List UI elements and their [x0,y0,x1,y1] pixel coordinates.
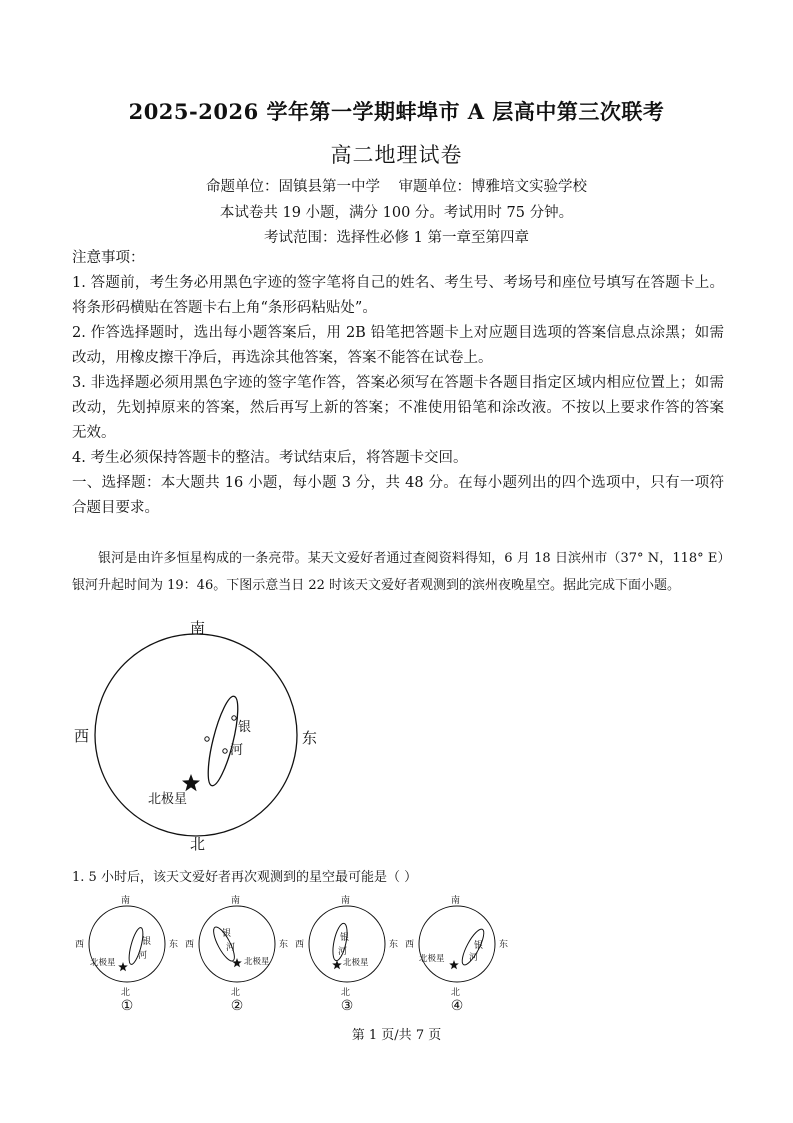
svg-text:西: 西 [75,940,85,950]
option-2 [182,892,292,1017]
instructions [72,246,724,521]
option-3-diagram [292,892,402,997]
svg-text:南: 南 [451,896,461,906]
option-4-number: ④ [450,998,464,1014]
option-3-number: ③ [340,998,354,1014]
diagram-north-label: 北 [190,835,206,853]
exam-scope: 考试范围：选择性必修 1 第一章至第四章 [264,230,529,246]
svg-text:南: 南 [121,896,131,906]
svg-text:西: 西 [185,940,195,950]
svg-text:南: 南 [231,896,241,906]
diagram-west-label: 西 [74,727,90,745]
svg-text:北: 北 [451,988,461,997]
svg-text:北: 北 [121,988,131,997]
svg-text:北极星: 北极星 [343,958,369,968]
polaris-star-icon [182,774,200,791]
svg-text:河: 河 [469,953,479,963]
note-item-3: 3. 非选择题必须用黑色字迹的签字笔作答，答案必须写在答题卡各题目指定区域内相应位置上；如需改动，先划掉原来的答案，然后再写上新的答案；不准使用铅笔和涂改液。不按以上要求作答的答案无效。 [72,375,724,441]
svg-text:银: 银 [222,929,232,939]
option-4-diagram [402,892,512,997]
svg-text:东: 东 [499,940,509,950]
option-3 [292,892,402,1017]
note-item-2: 2. 作答选择题时，选出每小题答案后，用 2B 铅笔把答题卡上对应题目选项的答案信息点涂黑；如需改动，用橡皮擦干净后，再选涂其他答案，答案不能答在试卷上。 [72,325,724,366]
svg-text:北: 北 [341,988,351,997]
passage: 银河是由许多恒星构成的一条亮带。某天文爱好者通过查阅资料得知，6 月 18 日滨州市（37° N，118° E）银河升起时间为 19：46。下图示意当日 22 时该天文爱好者观测到的滨州夜晚星空。据此完成下面小题。 [72,551,724,593]
option-2-diagram [182,892,292,997]
svg-text:北极星: 北极星 [244,957,270,967]
svg-text:北极星: 北极星 [419,954,445,964]
exam-subtitle: 高二地理试卷 [330,143,463,167]
svg-text:银: 银 [474,941,484,951]
note-item-1: 1. 答题前，考生务必用黑色字迹的签字笔将自己的姓名、考生号、考场号和座位号填写在答题卡上。将条形码横贴在答题卡右上角“条形码粘贴处”。 [72,275,724,316]
star-dot [205,737,209,741]
polaris-star-icon [332,960,342,969]
option-1-diagram [72,892,182,997]
exam-info: 本试卷共 19 小题，满分 100 分。考试用时 75 分钟。 [219,205,574,221]
note-item-4: 4. 考生必须保持答题卡的整洁。考试结束后，将答题卡交回。 [72,450,468,466]
svg-text:南: 南 [341,896,351,906]
svg-text:银: 银 [340,933,350,943]
svg-text:东: 东 [389,940,399,950]
exam-units: 命题单位：固镇县第一中学 审题单位：博雅培文实验学校 [206,179,587,195]
night-sky-diagram [68,615,328,855]
svg-text:东: 东 [169,940,179,950]
section-heading: 一、选择题：本大题共 16 小题，每小题 3 分，共 48 分。在每小题列出的四个选项中，只有一项符合题目要求。 [72,475,724,516]
polaris-star-icon [449,960,459,969]
option-2-number: ② [230,998,244,1014]
star-dot [232,716,236,720]
svg-text:河: 河 [338,947,348,957]
milky-way-label-1: 银 [238,720,252,735]
exam-title: 2025-2026 学年第一学期蚌埠市 A 层高中第三次联考 [128,99,665,124]
question-1: 1. 5 小时后，该天文爱好者再次观测到的星空最可能是（ ） [72,870,418,885]
polaris-star-icon [118,962,128,971]
milky-way-label-2: 河 [230,743,244,758]
notes-title: 注意事项： [72,250,145,266]
svg-text:北: 北 [231,988,241,997]
diagram-south-label: 南 [190,619,206,637]
page-footer: 第 1 页/共 7 页 [351,1028,442,1043]
answer-options [72,892,542,1017]
svg-text:银: 银 [142,937,152,947]
option-4 [402,892,512,1017]
svg-text:河: 河 [226,943,236,953]
svg-text:河: 河 [138,951,148,961]
svg-text:西: 西 [405,940,415,950]
polaris-label: 北极星 [148,792,188,807]
option-1-number: ① [120,998,134,1014]
star-dot [223,749,227,753]
svg-text:东: 东 [279,940,289,950]
option-1 [72,892,182,1017]
svg-text:西: 西 [295,940,305,950]
diagram-east-label: 东 [302,729,318,747]
svg-text:北极星: 北极星 [90,958,116,968]
